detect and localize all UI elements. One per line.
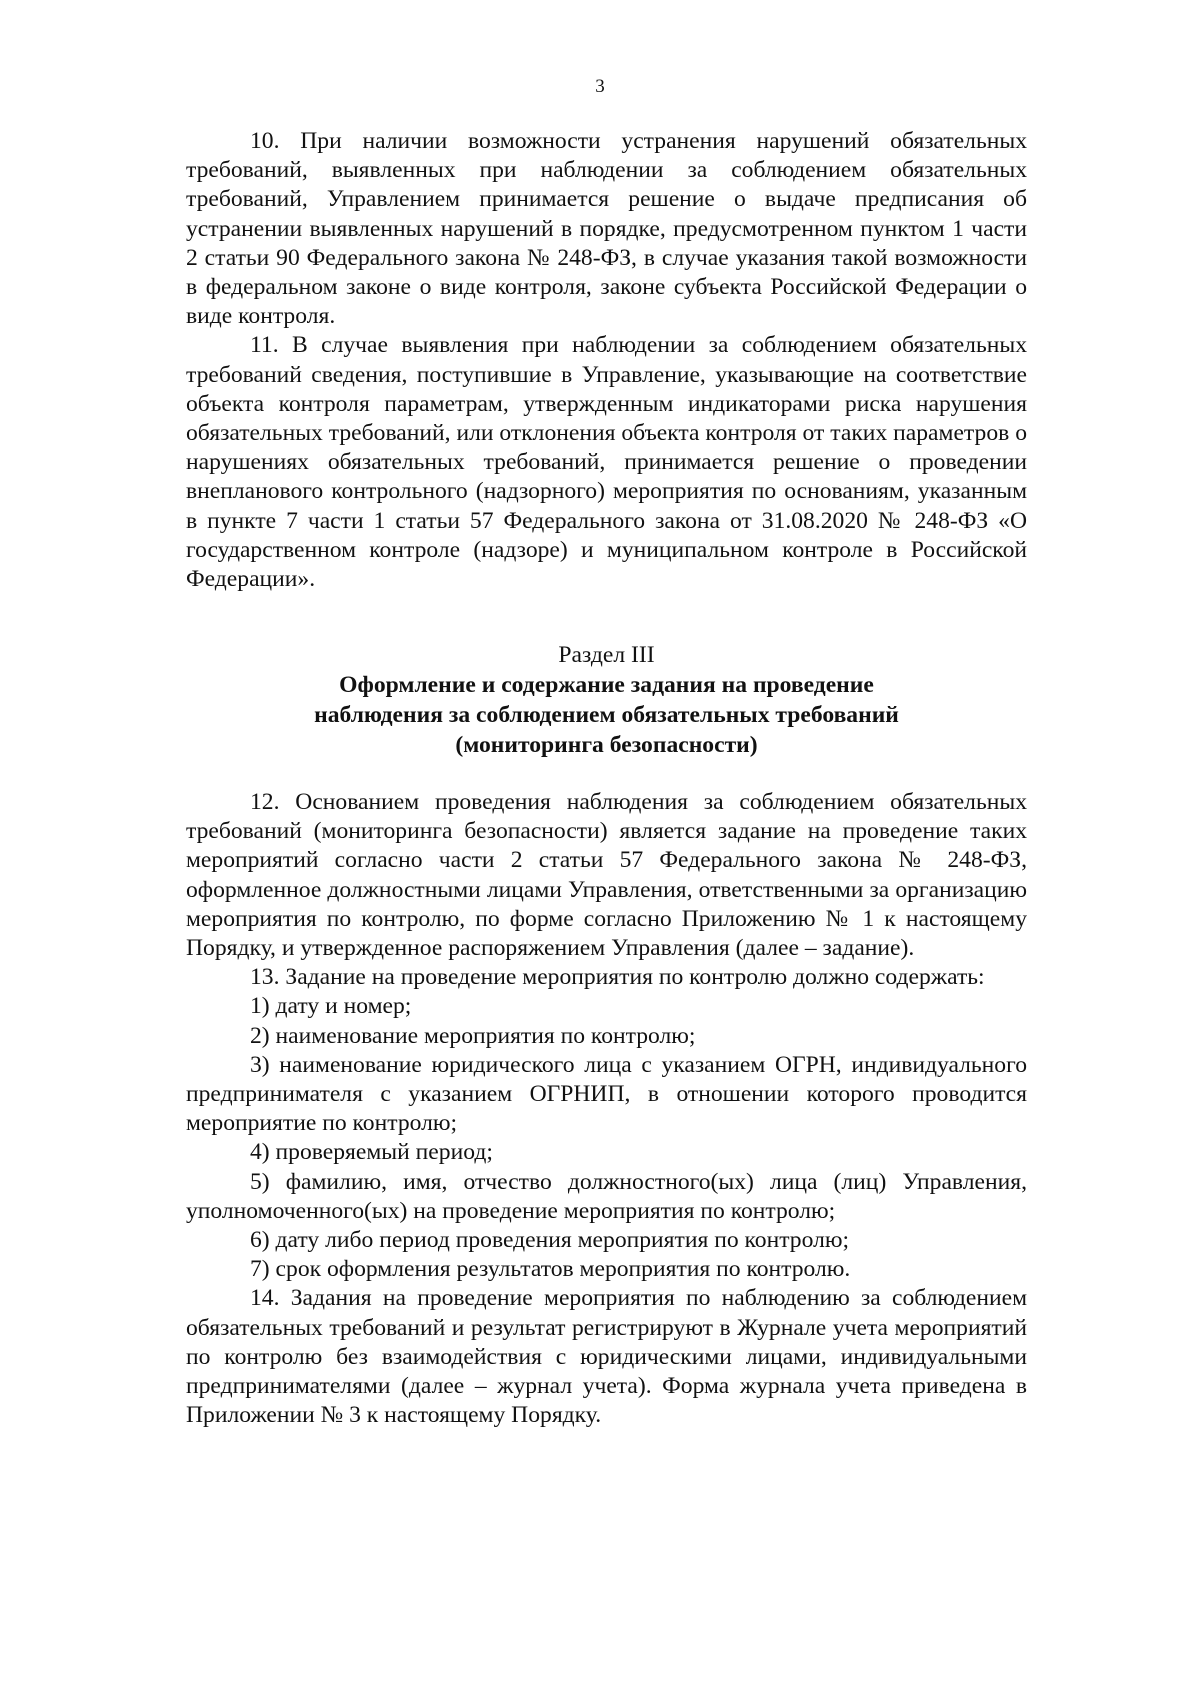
page-number: 3 [595, 76, 605, 97]
section-title-line-1: Оформление и содержание задания на проведение [339, 672, 874, 698]
section-label: Раздел III [558, 642, 655, 668]
list-item-4: 4) проверяемый период; [250, 1139, 493, 1166]
section-body-1 [186, 127, 1027, 594]
section-title-line-3: (мониторинга безопасности) [455, 732, 758, 758]
list-item-2: 2) наименование мероприятия по контролю; [250, 1022, 696, 1049]
paragraph-14: 14. Задания на проведение мероприятия по наблюдению за соблюдением обязательных требований и результат регистрируют в Журнале учета мероприятий по контролю без взаимодействия с юридическими лицами, индивидуальными предпринимателями (далее – журнал учета). Форма журнала учета приведена в Приложении № 3 к настоящему Порядку. [186, 1285, 1027, 1429]
section-heading [186, 640, 1027, 760]
list-item-7: 7) срок оформления результатов мероприятия по контролю. [250, 1256, 851, 1283]
paragraph-11: 11. В случае выявления при наблюдении за соблюдением обязательных требований сведения, поступившие в Управление, указывающие на соответствие объекта контроля параметрам, утвержденным индикаторами риска нарушения обязательных требований, или отклонения объекта контроля от таких параметров о нарушениях обязательных требований, принимается решение о проведении внепланового контрольного (надзорного) мероприятия по основаниям, указанным в пункте 7 части 1 статьи 57 Федерального закона от 31.08.2020 № 248-ФЗ «О государственном контроле (надзоре) и муниципальном контроле в Российской Федерации». [186, 332, 1027, 593]
list-item-5: 5) фамилию, имя, отчество должностного(ых) лица (лиц) Управления, уполномоченного(ых) на проведение мероприятия по контролю; [186, 1168, 1027, 1224]
paragraph-12: 12. Основанием проведения наблюдения за соблюдением обязательных требований (мониторинга безопасности) является задание на проведение таких мероприятий согласно части 2 статьи 57 Федерального закона № 248-ФЗ, оформленное должностными лицами Управления, ответственными за организацию мероприятия по контролю, по форме согласно Приложению № 1 к настоящему Порядку, и утвержденное распоряжением Управления (далее – задание). [186, 789, 1027, 962]
paragraph-10: 10. При наличии возможности устранения нарушений обязательных требований, выявленных при наблюдении за соблюдением обязательных требований, Управлением принимается решение о выдаче предписания об устранении выявленных нарушений в порядке, предусмотренном пунктом 1 части 2 статьи 90 Федерального закона № 248-ФЗ, в случае указания такой возможности в федеральном законе о виде контроля, законе субъекта Российской Федерации о виде контроля. [186, 128, 1027, 330]
section-body-2 [186, 788, 1027, 1430]
list-item-6: 6) дату либо период проведения мероприятия по контролю; [250, 1227, 850, 1254]
list-item-3: 3) наименование юридического лица с указанием ОГРН, индивидуального предпринимателя с указанием ОГРНИП, в отношении которого проводится мероприятие по контролю; [186, 1051, 1027, 1137]
list-item-1: 1) дату и номер; [250, 993, 412, 1020]
section-title-line-2: наблюдения за соблюдением обязательных требований [314, 702, 899, 728]
paragraph-13: 13. Задание на проведение мероприятия по контролю должно содержать: [250, 964, 985, 991]
